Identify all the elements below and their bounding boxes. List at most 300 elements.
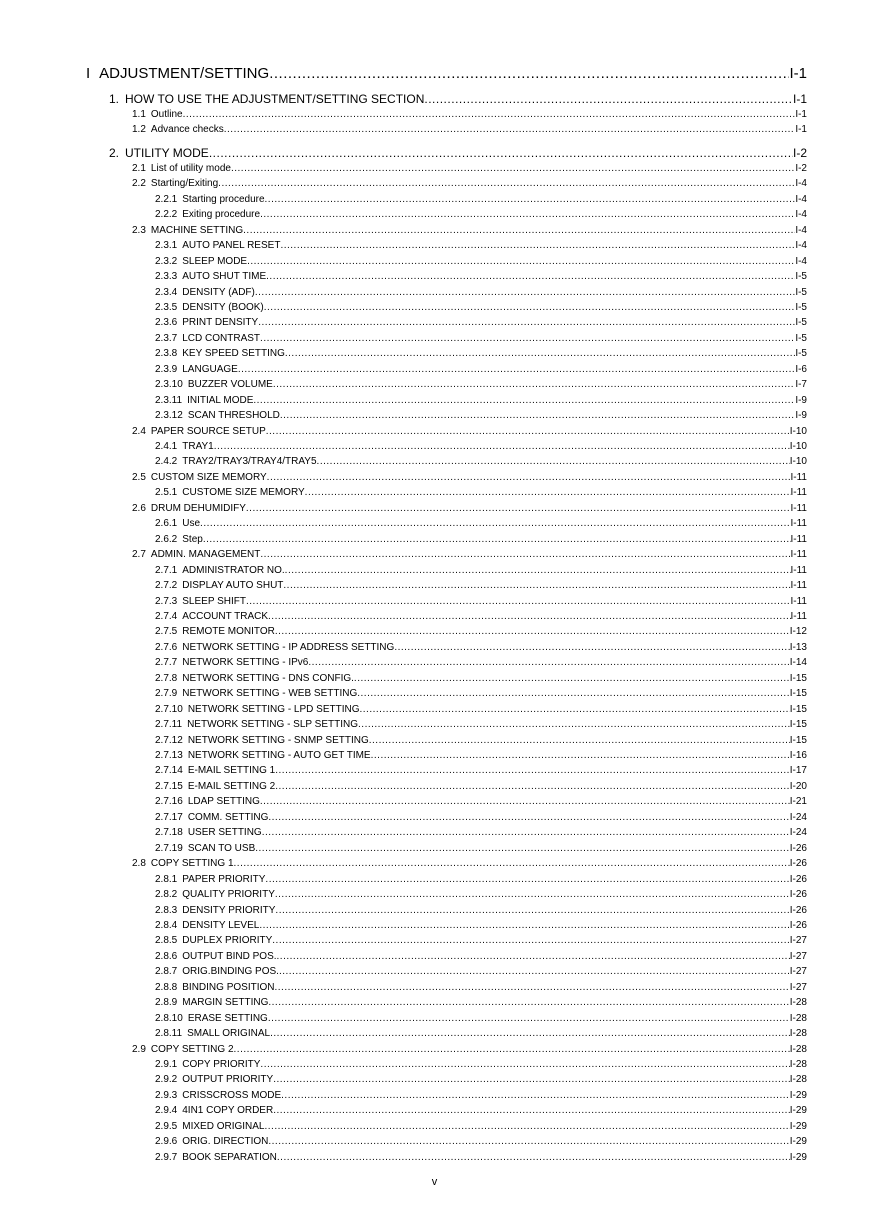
toc-entry-page: I-4	[795, 193, 807, 205]
dot-leader	[268, 812, 789, 823]
toc-entry-title: NETWORK SETTING - LPD SETTING	[187, 703, 360, 715]
toc-entry[interactable]	[155, 194, 807, 205]
toc-entry-number: 2.7.15	[155, 780, 183, 792]
toc-entry-title: DENSITY (ADF)	[182, 286, 255, 298]
toc-entry-page: I-28	[789, 1012, 807, 1024]
toc-entry[interactable]	[155, 704, 807, 715]
toc-entry[interactable]	[155, 364, 807, 375]
toc-entry-number: 2.7.19	[155, 842, 183, 854]
toc-entry-page: I-26	[789, 842, 807, 854]
toc-entry-page: I-11	[790, 471, 807, 483]
toc-entry[interactable]	[155, 827, 807, 838]
toc-entry-page: I-26	[789, 919, 807, 931]
toc-entry-page: I-11	[790, 549, 807, 561]
toc-entry-title: NETWORK SETTING - IP ADDRESS SETTING	[182, 641, 395, 653]
toc-entry[interactable]	[155, 487, 807, 498]
toc-entry-title: CRISSCROSS MODE	[182, 1089, 282, 1101]
dot-leader	[283, 580, 790, 591]
toc-entry-number: 2.8.4	[155, 919, 178, 931]
toc-entry[interactable]	[155, 1136, 807, 1147]
toc-entry-page: I-11	[790, 487, 807, 499]
toc-entry[interactable]	[155, 1059, 807, 1070]
toc-entry-title: UTILITY MODE	[125, 145, 209, 160]
dot-leader	[357, 688, 790, 699]
toc-entry-title: E-MAIL SETTING 1	[187, 765, 276, 777]
toc-entry-number: 2.7.7	[155, 657, 178, 669]
toc-entry[interactable]	[155, 209, 807, 220]
toc-entry-page: I-15	[789, 719, 807, 731]
dot-leader	[260, 333, 795, 344]
toc-entry-page: I-11	[790, 610, 807, 622]
toc-entry-title: BINDING POSITION	[182, 981, 275, 993]
toc-entry-page: I-7	[795, 379, 807, 391]
toc-entry[interactable]	[155, 333, 807, 344]
toc-entry-page: I-10	[789, 425, 807, 437]
toc-entry-title: PAPER PRIORITY	[182, 873, 266, 885]
dot-leader	[268, 611, 790, 622]
toc-entry-number: 2.8.8	[155, 981, 178, 993]
toc-entry-title: SMALL ORIGINAL	[187, 1028, 271, 1040]
toc-entry-number: 2.4	[132, 425, 146, 437]
toc-entry-page: I-29	[789, 1105, 807, 1117]
toc-entry-number: 2.7.10	[155, 703, 183, 715]
toc-entry-title: MARGIN SETTING	[182, 997, 269, 1009]
toc-entry-page: I-28	[789, 997, 807, 1009]
toc-entry-page: I-20	[789, 780, 807, 792]
dot-leader	[234, 858, 790, 869]
toc-entry-title: DENSITY PRIORITY	[182, 904, 276, 916]
toc-entry[interactable]	[155, 302, 807, 313]
dot-leader	[285, 565, 791, 576]
dot-leader	[246, 503, 791, 514]
toc-entry-title: COPY SETTING 2	[150, 1043, 234, 1055]
dot-leader	[277, 951, 790, 962]
toc-entry[interactable]	[155, 611, 807, 622]
toc-entry[interactable]	[155, 1028, 807, 1039]
toc-entry[interactable]	[132, 858, 807, 869]
toc-entry-number: 2.7	[132, 549, 146, 561]
dot-leader	[275, 889, 790, 900]
toc-entry[interactable]	[155, 287, 807, 298]
dot-leader	[265, 874, 789, 885]
toc-entry-title: SCAN THRESHOLD	[187, 410, 280, 422]
toc-entry-page: I-24	[789, 811, 807, 823]
toc-entry[interactable]	[155, 596, 807, 607]
toc-entry[interactable]	[155, 874, 807, 885]
dot-leader	[234, 1044, 790, 1055]
dot-leader	[260, 549, 790, 560]
toc-entry-page: I-29	[789, 1151, 807, 1163]
toc-entry[interactable]	[155, 534, 807, 545]
toc-entry-title: SLEEP MODE	[182, 255, 248, 267]
toc-entry[interactable]	[155, 688, 807, 699]
toc-entry-title: COPY PRIORITY	[182, 1059, 261, 1070]
toc-entry-title: Exiting procedure	[182, 209, 261, 221]
toc-entry[interactable]	[155, 905, 807, 916]
toc-entry-number: 2.9.5	[155, 1120, 178, 1132]
toc-entry-number: 2.5.1	[155, 487, 178, 499]
dot-leader	[305, 487, 791, 498]
dot-leader	[247, 256, 795, 267]
toc-entry[interactable]	[132, 109, 807, 120]
toc-entry-title: AUTO SHUT TIME	[182, 271, 267, 283]
toc-entry-title: Advance checks	[150, 124, 224, 136]
toc-entry-number: 2.2	[132, 178, 146, 190]
toc-entry-title: BUZZER VOLUME	[187, 379, 273, 391]
page-number: v	[431, 1176, 438, 1188]
toc-entry-page: I-29	[789, 1136, 807, 1148]
toc-entry-page: I-11	[790, 502, 807, 514]
dot-leader	[259, 920, 789, 931]
dot-leader	[280, 410, 795, 421]
toc-entry-page: I-27	[789, 950, 807, 962]
toc-entry-title: DENSITY LEVEL	[182, 919, 260, 931]
dot-leader	[369, 735, 790, 746]
toc-entry-page: I-4	[795, 209, 807, 221]
toc-entry-number: 2.8.1	[155, 873, 178, 885]
toc-entry[interactable]	[155, 966, 807, 977]
toc-entry-page: I-9	[795, 410, 807, 422]
toc-entry-page: I-2	[792, 145, 807, 160]
toc-entry[interactable]	[155, 920, 807, 931]
toc-entry-title: SLEEP SHIFT	[182, 595, 246, 607]
dot-leader	[265, 194, 796, 205]
toc-entry-number: 2.9.1	[155, 1059, 178, 1070]
toc-entry-number: 2.7.12	[155, 734, 183, 746]
toc-entry[interactable]	[155, 657, 807, 668]
dot-leader	[253, 395, 795, 406]
toc-entry-title: COMM. SETTING	[187, 811, 269, 823]
dot-leader	[231, 163, 795, 174]
toc-entry-page: I-5	[795, 332, 807, 344]
toc-entry[interactable]	[155, 518, 807, 529]
toc-entry-page: I-11	[790, 518, 807, 530]
toc-entry-number: 2.8.9	[155, 997, 178, 1009]
toc-entry[interactable]	[132, 178, 807, 189]
toc-entry-title: Use	[182, 518, 201, 530]
dot-leader	[281, 1090, 790, 1101]
toc-entry-title: REMOTE MONITOR	[182, 626, 275, 638]
toc-entry-title: TRAY2/TRAY3/TRAY4/TRAY5	[182, 456, 317, 468]
toc-entry[interactable]	[109, 92, 807, 106]
toc-entry[interactable]	[155, 271, 807, 282]
toc-entry-title: MIXED ORIGINAL	[182, 1120, 265, 1132]
toc-entry[interactable]	[155, 843, 807, 854]
toc-entry-page: I-16	[789, 750, 807, 761]
dot-leader	[360, 704, 790, 715]
toc-entry-number: 2.8.2	[155, 889, 178, 901]
toc-entry[interactable]	[132, 163, 807, 174]
toc-entry-number: 2.1	[132, 162, 146, 174]
toc-entry[interactable]	[155, 456, 807, 467]
toc-entry-title: List of utility mode	[150, 162, 231, 174]
toc-entry-title: LDAP SETTING	[187, 796, 260, 808]
toc-entry-page: I-1	[789, 65, 807, 82]
toc-entry[interactable]	[155, 1090, 807, 1101]
toc-entry-page: I-27	[789, 981, 807, 993]
toc-entry[interactable]	[155, 348, 807, 359]
toc-entry-number: 2.3	[132, 224, 146, 236]
toc-entry-page: I-13	[789, 641, 807, 653]
toc-entry-number: 2.8	[132, 858, 146, 870]
toc-entry-page: I-15	[789, 672, 807, 684]
toc-entry-page: I-1	[795, 124, 807, 136]
dot-leader	[275, 781, 790, 792]
toc-entry[interactable]	[132, 124, 807, 135]
toc-entry[interactable]	[132, 549, 807, 560]
toc-entry-page: I-21	[789, 796, 807, 808]
toc-entry[interactable]	[155, 781, 807, 792]
toc-entry[interactable]	[155, 889, 807, 900]
toc-entry-title: NETWORK SETTING - SLP SETTING	[187, 719, 359, 731]
toc-entry-number: 2.4.1	[155, 441, 178, 452]
toc-entry[interactable]	[155, 997, 807, 1008]
toc-entry-number: 2.2.2	[155, 209, 178, 221]
dot-leader	[266, 271, 795, 282]
toc-entry[interactable]	[155, 580, 807, 591]
toc-entry-page: I-11	[790, 533, 807, 545]
toc-entry-title: SCAN TO USB	[187, 842, 256, 854]
toc-entry[interactable]	[132, 472, 807, 483]
toc-entry-number: 2.9.6	[155, 1136, 178, 1148]
toc-entry-page: I-5	[795, 317, 807, 329]
dot-leader	[394, 642, 789, 653]
toc-entry-title: OUTPUT PRIORITY	[182, 1074, 274, 1086]
dot-leader	[273, 1105, 790, 1116]
toc-entry-number: 2.4.2	[155, 456, 178, 468]
toc-entry-number: 2.5	[132, 471, 146, 483]
toc-entry-number: 2.3.10	[155, 379, 183, 391]
dot-leader	[273, 379, 796, 390]
toc-entry-title: USER SETTING	[187, 827, 262, 839]
toc-entry[interactable]	[155, 1152, 807, 1163]
toc-entry-title: PRINT DENSITY	[182, 317, 259, 329]
toc-entry-page: I-17	[789, 765, 807, 777]
toc-entry[interactable]	[155, 565, 807, 576]
dot-leader	[354, 673, 790, 684]
toc-entry-page: I-5	[795, 348, 807, 360]
toc-entry-number: 2.3.3	[155, 271, 178, 283]
toc-entry[interactable]	[132, 426, 807, 437]
dot-leader	[280, 240, 795, 251]
toc-entry-number: 2.7.1	[155, 564, 178, 576]
toc-entry-page: I-15	[789, 734, 807, 746]
dot-leader	[255, 843, 790, 854]
toc-entry-title: DUPLEX PRIORITY	[182, 935, 273, 947]
toc-entry-number: 2.3.5	[155, 301, 178, 313]
toc-entry-page: I-24	[789, 827, 807, 839]
toc-entry-number: 2.3.11	[155, 394, 183, 406]
dot-leader	[279, 966, 790, 977]
dot-leader	[246, 596, 791, 607]
dot-leader	[358, 719, 790, 730]
toc-entry-page: I-6	[795, 363, 807, 375]
toc-entry-number: 2.7.14	[155, 765, 183, 777]
dot-leader	[265, 1121, 790, 1132]
toc-entry-number: 2.9.3	[155, 1089, 178, 1101]
toc-entry-title: INITIAL MODE	[187, 394, 254, 406]
toc-entry-page: I-4	[795, 224, 807, 236]
toc-entry-page: I-1	[792, 92, 807, 106]
toc-entry-number: 1.	[109, 92, 120, 106]
toc-entry-title: Starting/Exiting	[150, 178, 219, 190]
dot-leader	[214, 441, 790, 452]
dot-leader	[424, 92, 793, 106]
dot-leader	[277, 1152, 790, 1163]
toc-entry[interactable]	[155, 750, 807, 761]
toc-entry[interactable]	[132, 1044, 807, 1055]
toc-entry-title: HOW TO USE THE ADJUSTMENT/SETTING SECTION	[125, 92, 425, 106]
toc-entry-title: DRUM DEHUMIDIFY	[150, 502, 246, 514]
toc-entry-number: 2.7.16	[155, 796, 183, 808]
toc-entry-number: 2.7.11	[155, 719, 183, 731]
toc-entry-page: I-4	[795, 178, 807, 190]
toc-entry[interactable]	[155, 410, 807, 421]
toc-entry-page: I-27	[789, 935, 807, 947]
toc-entry-number: 2.8.11	[155, 1028, 183, 1040]
toc-entry-number: 2.6.1	[155, 518, 178, 530]
toc-entry-title: NETWORK SETTING - WEB SETTING	[182, 688, 358, 700]
toc-entry-page: I-29	[789, 1120, 807, 1132]
toc-entry[interactable]	[155, 1121, 807, 1132]
toc-entry-title: Outline	[150, 109, 183, 120]
toc-entry-number: 2.7.5	[155, 626, 178, 638]
toc-entry[interactable]	[155, 1105, 807, 1116]
toc-entry[interactable]	[155, 642, 807, 653]
toc-entry-title: Starting procedure	[182, 193, 265, 205]
toc-entry[interactable]	[155, 935, 807, 946]
toc-entry-title: TRAY1	[182, 441, 214, 452]
toc-entry-title: NETWORK SETTING - DNS CONFIG.	[182, 672, 354, 684]
toc-entry[interactable]	[132, 503, 807, 514]
toc-entry-title: NETWORK SETTING - AUTO GET TIME	[187, 750, 371, 761]
dot-leader	[268, 997, 789, 1008]
toc-entry[interactable]	[155, 395, 807, 406]
toc-entry[interactable]	[155, 379, 807, 390]
toc-entry-page: I-29	[789, 1089, 807, 1101]
toc-entry-page: I-28	[789, 1043, 807, 1055]
toc-entry[interactable]	[132, 225, 807, 236]
toc-entry-page: I-26	[789, 889, 807, 901]
dot-leader	[308, 657, 789, 668]
toc-entry-title: ORIG.BINDING POS.	[182, 966, 279, 978]
toc-entry-number: 2.3.8	[155, 348, 178, 360]
toc-entry[interactable]	[155, 735, 807, 746]
toc-entry-number: 2.8.3	[155, 904, 178, 916]
toc-entry-title: BOOK SEPARATION	[182, 1151, 277, 1163]
toc-entry[interactable]	[155, 951, 807, 962]
toc-entry-title: CUSTOM SIZE MEMORY	[150, 471, 267, 483]
dot-leader	[274, 982, 789, 993]
toc-entry-page: I-1	[795, 109, 807, 120]
toc-entry[interactable]	[155, 256, 807, 267]
toc-entry-title: NETWORK SETTING - IPv6	[182, 657, 309, 669]
toc-entry-title: E-MAIL SETTING 2	[187, 780, 276, 792]
toc-entry-number: 2.7.13	[155, 750, 183, 761]
toc-entry-page: I-15	[789, 688, 807, 700]
toc-entry[interactable]	[155, 1074, 807, 1085]
toc-entry-page: I-26	[789, 873, 807, 885]
dot-leader	[269, 65, 789, 82]
toc-entry-number: 2.3.2	[155, 255, 178, 267]
toc-entry[interactable]	[155, 626, 807, 637]
toc-entry-page: I-11	[790, 564, 807, 576]
dot-leader	[224, 124, 796, 135]
toc-entry[interactable]	[86, 65, 807, 82]
toc-entry-number: I	[86, 65, 91, 82]
toc-entry-number: 2.9.4	[155, 1105, 178, 1117]
toc-entry-number: 2.7.6	[155, 641, 178, 653]
dot-leader	[266, 426, 790, 437]
toc-entry-page: I-11	[790, 595, 807, 607]
toc-entry[interactable]	[155, 982, 807, 993]
toc-entry-number: 2.7.18	[155, 827, 183, 839]
dot-leader	[317, 456, 790, 467]
toc-entry[interactable]	[155, 765, 807, 776]
toc-entry-title: QUALITY PRIORITY	[182, 889, 275, 901]
toc-entry-page: I-5	[795, 286, 807, 298]
toc-entry[interactable]	[155, 240, 807, 251]
toc-entry-number: 2.7.3	[155, 595, 178, 607]
dot-leader	[268, 1013, 790, 1024]
toc-entry[interactable]	[155, 441, 807, 452]
dot-leader	[275, 765, 790, 776]
dot-leader	[264, 302, 796, 313]
dot-leader	[218, 178, 795, 189]
toc-entry-title: DISPLAY AUTO SHUT	[182, 580, 284, 592]
toc-entry-page: I-10	[789, 456, 807, 468]
dot-leader	[260, 209, 795, 220]
toc-entry-page: I-15	[789, 703, 807, 715]
toc-entry-page: I-4	[795, 255, 807, 267]
dot-leader	[260, 1059, 789, 1070]
toc-entry-title: ADJUSTMENT/SETTING	[99, 65, 270, 82]
toc-entry-number: 2.7.9	[155, 688, 178, 700]
dot-leader	[270, 1028, 790, 1039]
toc-entry-page: I-9	[795, 394, 807, 406]
toc-entry[interactable]	[155, 719, 807, 730]
toc-entry-number: 2.9.2	[155, 1074, 178, 1086]
toc-entry[interactable]	[109, 146, 807, 160]
toc-entry-number: 2.3.6	[155, 317, 178, 329]
toc-entry-number: 2.7.8	[155, 672, 178, 684]
toc-entry-number: 2.7.2	[155, 580, 178, 592]
toc-entry[interactable]	[155, 796, 807, 807]
toc-entry-title: Step	[182, 533, 203, 545]
toc-entry-title: CUSTOME SIZE MEMORY	[182, 487, 305, 499]
toc-entry-page: I-5	[795, 271, 807, 283]
toc-entry-title: LANGUAGE	[182, 363, 238, 375]
toc-entry-number: 2.6.2	[155, 533, 178, 545]
toc-entry-page: I-28	[789, 1028, 807, 1040]
toc-entry-number: 1.1	[132, 109, 146, 120]
toc-entry[interactable]	[155, 1013, 807, 1024]
dot-leader	[209, 146, 793, 160]
toc-entry-page: I-10	[789, 441, 807, 452]
toc-entry-title: COPY SETTING 1	[150, 858, 234, 870]
toc-entry[interactable]	[155, 317, 807, 328]
dot-leader	[200, 518, 790, 529]
dot-leader	[255, 287, 795, 298]
toc-entry-page: I-2	[795, 162, 807, 174]
toc-entry-title: KEY SPEED SETTING	[182, 348, 285, 360]
toc-entry-number: 2.3.4	[155, 286, 178, 298]
toc-entry[interactable]	[155, 673, 807, 684]
toc-entry-number: 2.9	[132, 1043, 146, 1055]
toc-entry[interactable]	[155, 812, 807, 823]
toc-entry-title: ERASE SETTING	[187, 1012, 268, 1024]
toc-entry-title: AUTO PANEL RESET	[182, 240, 281, 252]
